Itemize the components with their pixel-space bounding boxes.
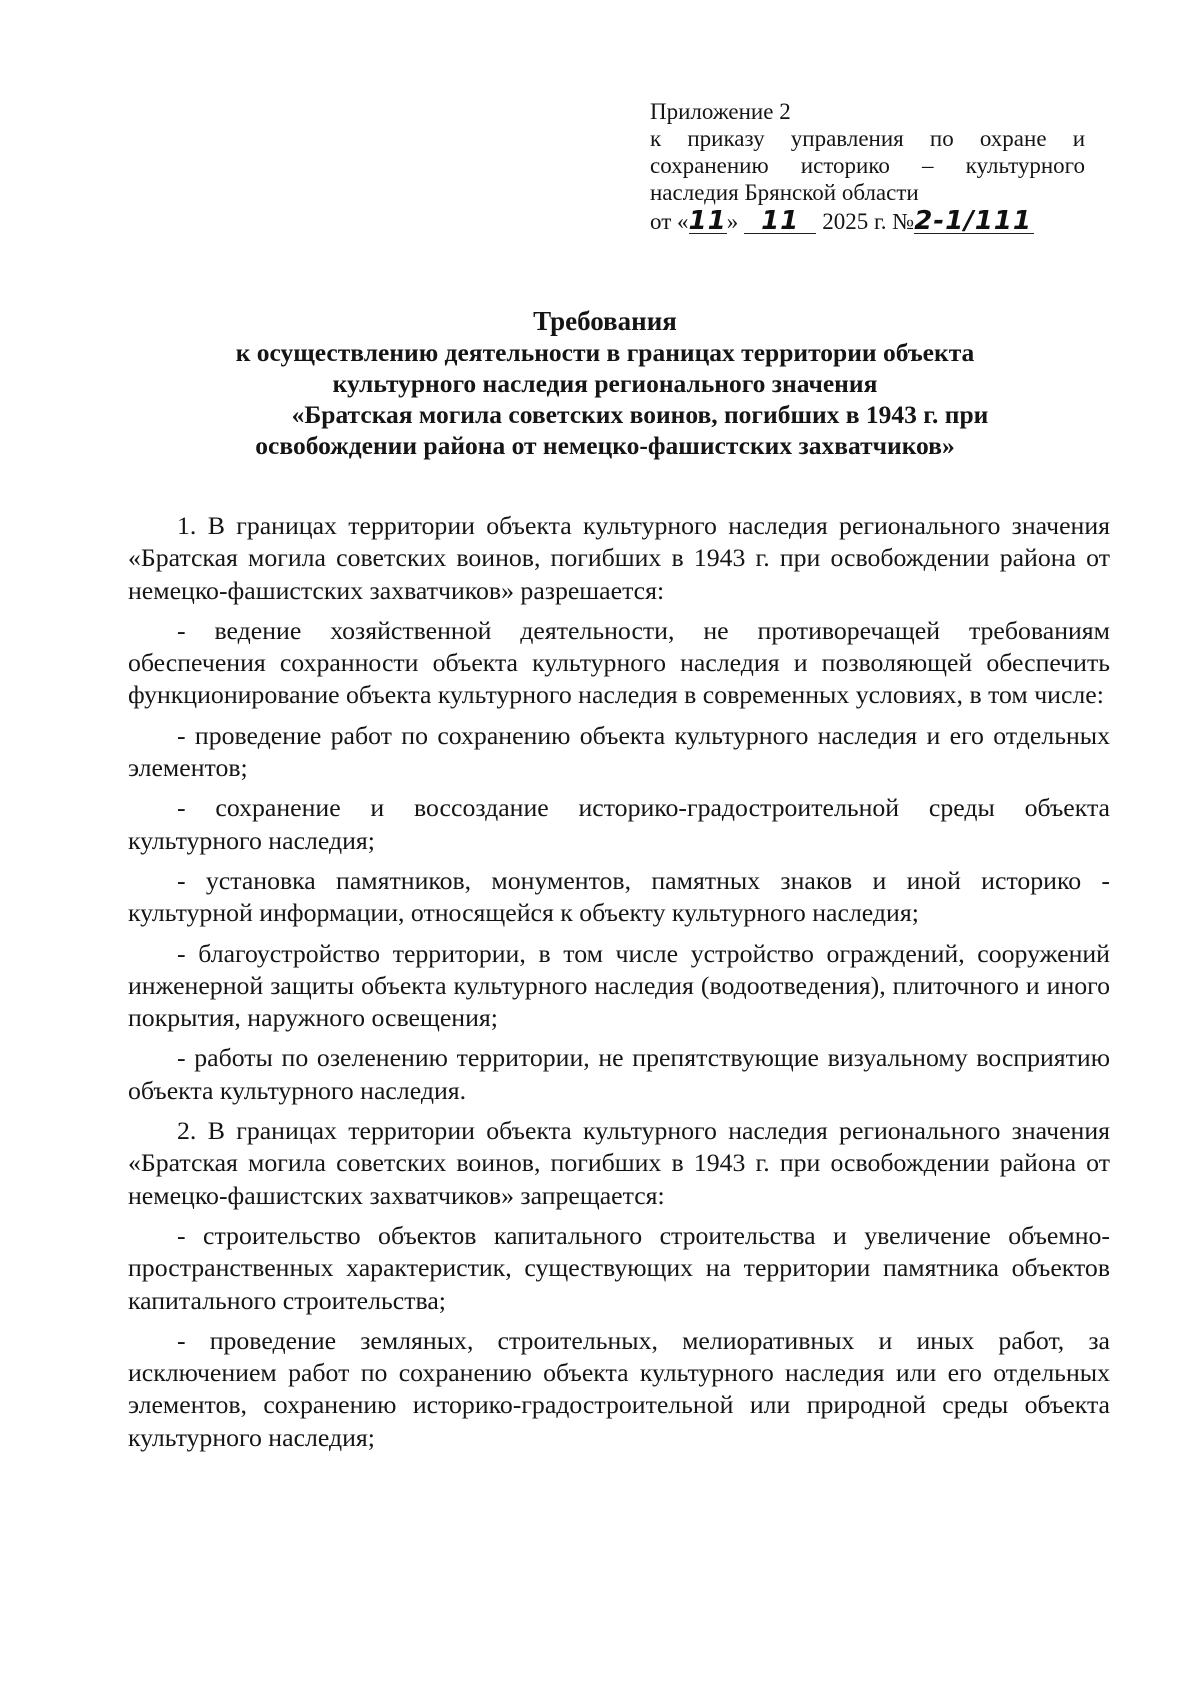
paragraph: - проведение работ по сохранению объекта культурного наследия и его отдельных элементов; [128, 720, 1110, 783]
paragraph: - работы по озеленению территории, не препятствующие визуальному восприятию объекта культурного наследия. [128, 1043, 1110, 1105]
title-line-2: культурного наследия регионального значения [332, 369, 878, 398]
title-line-1: к осуществлению деятельности в границах территории объекта [235, 338, 975, 367]
paragraph: - ведение хозяйственной деятельности, не противоречащей требованиям обеспечения сохранности объекта культурного наследия и позволяющей обеспечить функционирование объекта культурного наследия в современных условиях, в том числе: [128, 615, 1110, 710]
appendix-line-2: сохранению историко – культурного [650, 153, 1085, 178]
date-month-handwritten: 11 [744, 209, 816, 234]
order-number-handwritten: 2-1/111 [914, 209, 1034, 234]
appendix-label: Приложение 2 [650, 99, 791, 124]
appendix-line-1: к приказу управления по охране и [650, 126, 1085, 151]
appendix-block [650, 98, 1085, 235]
paragraph: - строительство объектов капитального строительства и увеличение объемно-пространственных характеристик, существующих на территории памятника объектов капитального строительства; [128, 1220, 1110, 1315]
paragraph: 1. В границах территории объекта культурного наследия регионального значения «Братская могила советских воинов, погибших в 1943 г. при освобождении района от немецко-фашистских захватчиков» разрешается: [128, 511, 1110, 605]
paragraph: - проведение земляных, строительных, мелиоративных и иных работ, за исключением работ по сохранению объекта культурного наследия или его отдельных элементов, сохранению историко-градостроительной или природной среды объекта культурного наследия; [128, 1325, 1110, 1452]
date-day-handwritten: 11 [688, 206, 727, 236]
title-line-4: освобождении района от немецко-фашистских захватчиков» [255, 431, 955, 460]
paragraph: - установка памятников, монументов, памятных знаков и иной историко - культурной информации, относящейся к объекту культурного наследия; [128, 865, 1110, 928]
document-title [130, 306, 1080, 461]
paragraph: 2. В границах территории объекта культурного наследия регионального значения «Братская могила советских воинов, погибших в 1943 г. при освобождении района от немецко-фашистских захватчиков» запрещается: [128, 1116, 1110, 1210]
paragraph: - сохранение и воссоздание историко-градостроительной среды объекта культурного наследия; [128, 793, 1110, 855]
appendix-line-3: наследия Брянской области [650, 180, 919, 205]
title-line-3: «Братская могила советских воинов, погибших в 1943 г. при [291, 400, 989, 429]
paragraph: - благоустройство территории, в том числе устройство ограждений, сооружений инженерной защиты объекта культурного наследия (водоотведения), плиточного и иного покрытия, наружного освещения; [128, 938, 1110, 1033]
date-mid: » [726, 209, 739, 234]
title-heading: Требования [533, 306, 677, 336]
date-prefix: от « [650, 209, 689, 234]
date-year: 2025 г. № [822, 209, 915, 234]
document-body [128, 510, 1110, 1462]
order-date-line [650, 208, 1085, 235]
